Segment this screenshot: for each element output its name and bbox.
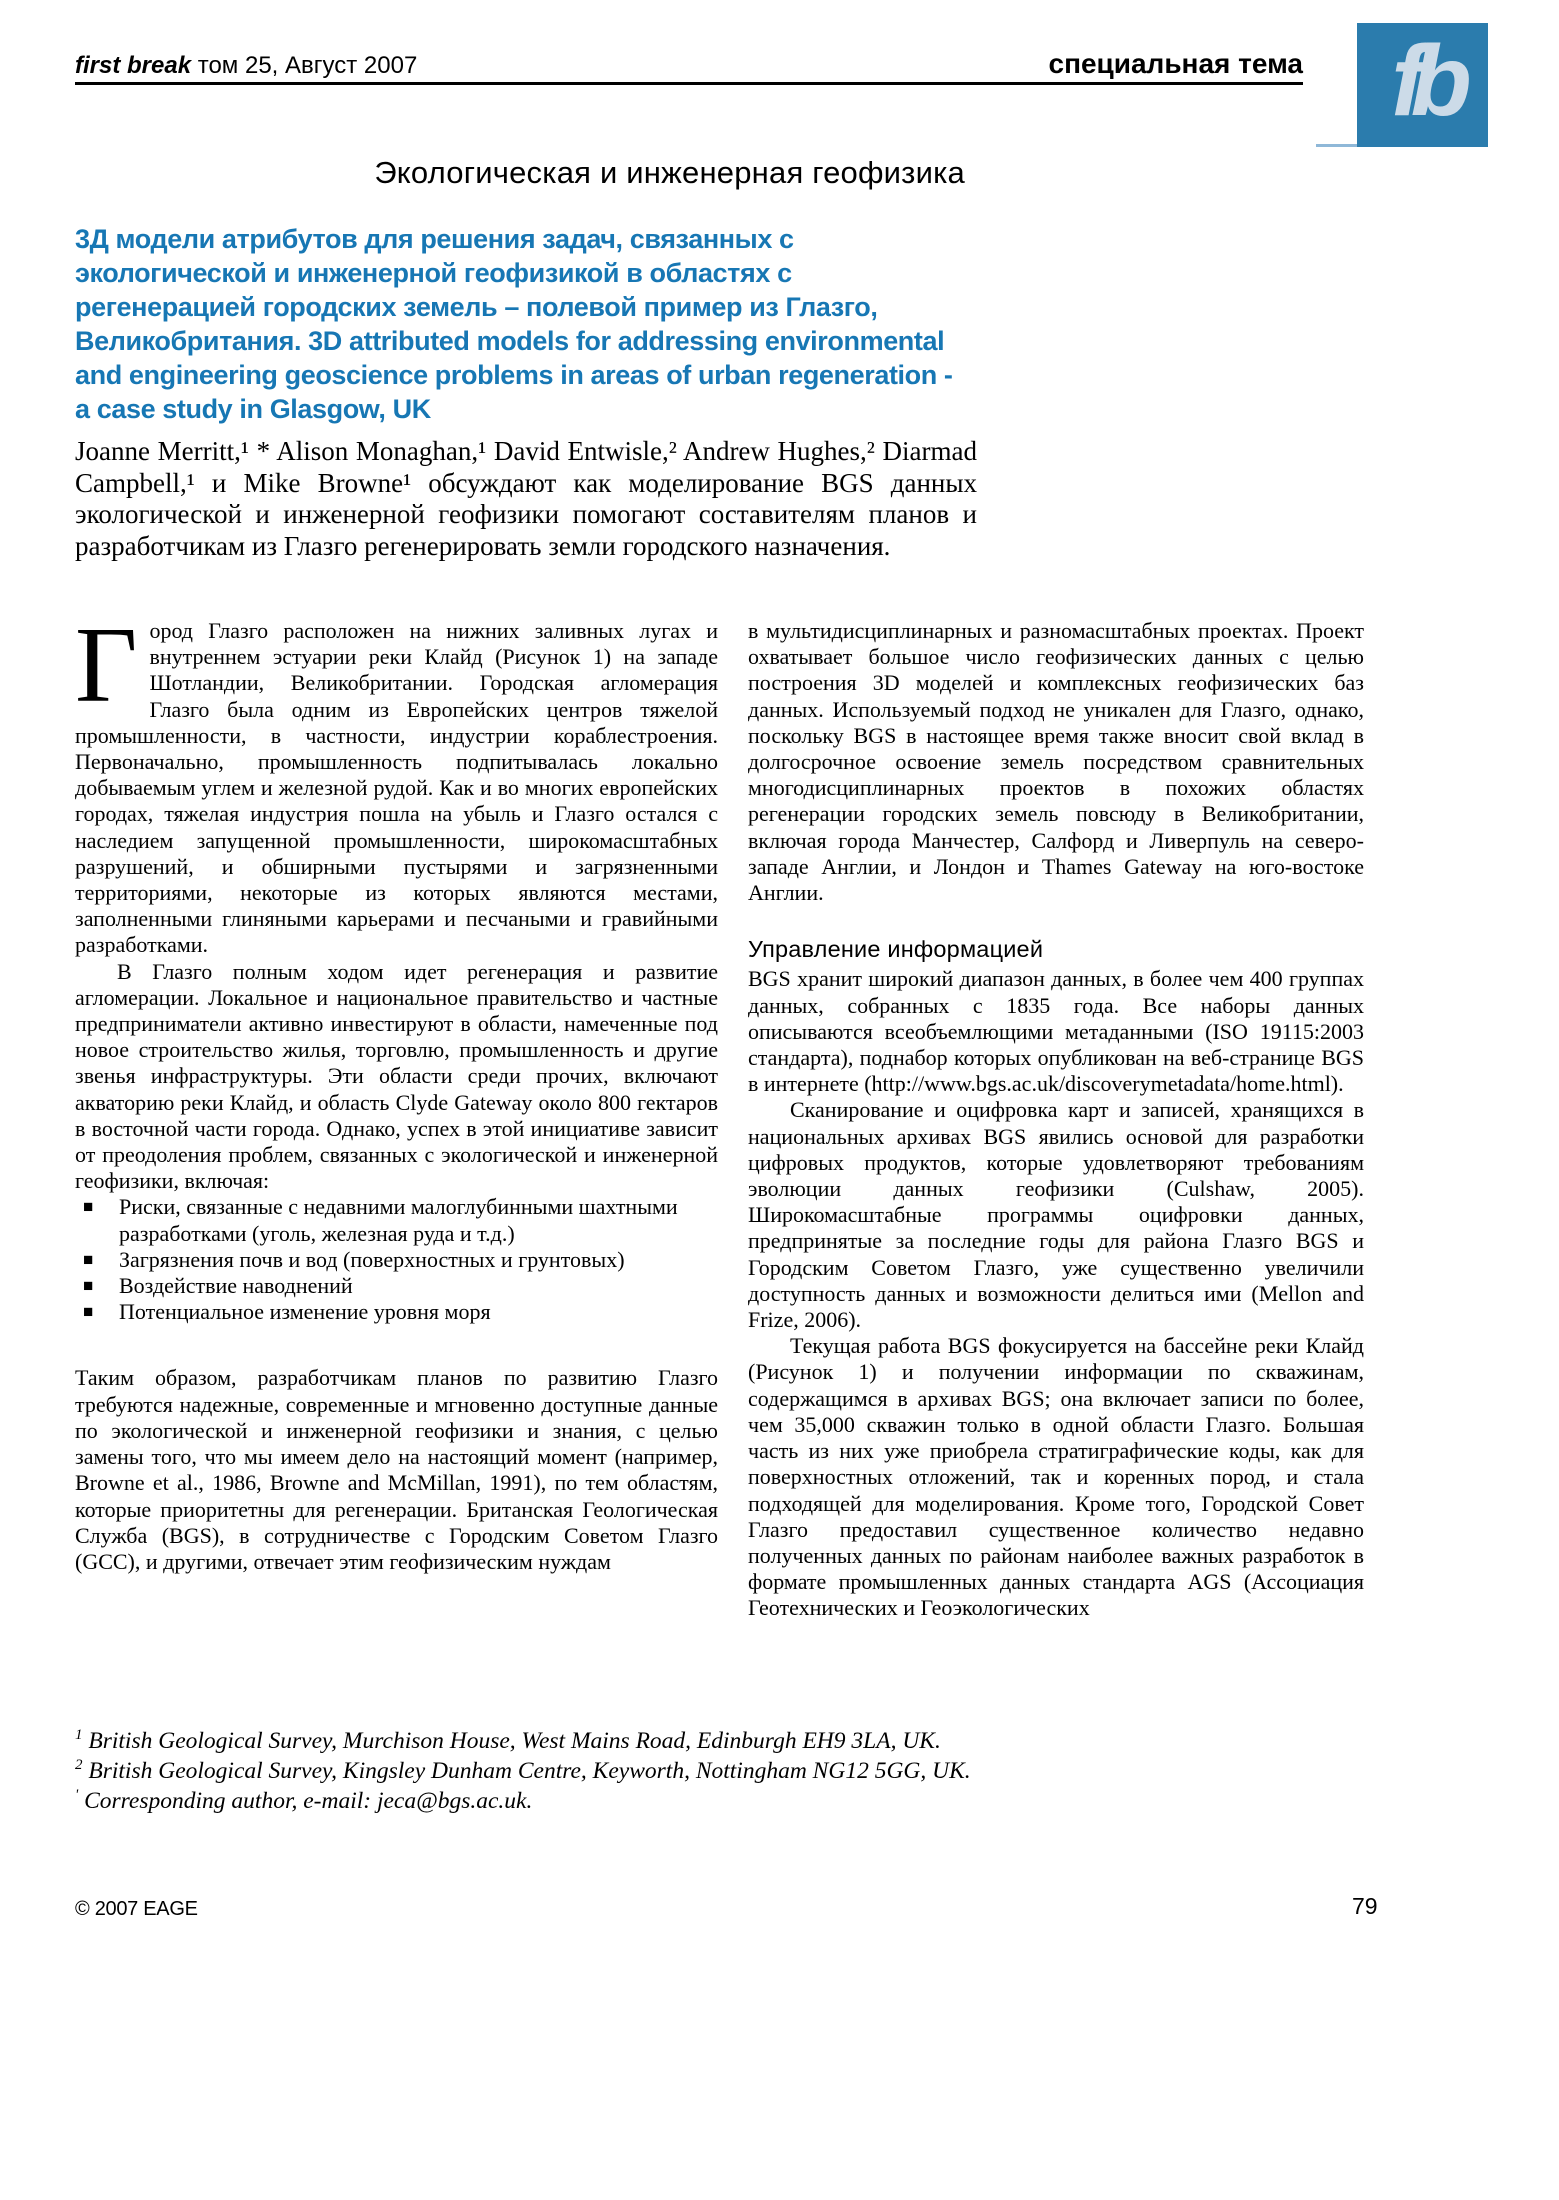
- footnote-marker: ': [75, 1787, 79, 1804]
- footnote-marker: 1: [75, 1727, 83, 1744]
- dropcap-letter: Г: [75, 606, 138, 725]
- journal-issue: том 25, Август 2007: [191, 52, 418, 79]
- firstbreak-logo: [1357, 23, 1488, 147]
- page-number: 79: [1352, 1893, 1378, 1919]
- footnote-affiliation-1: [75, 1726, 1075, 1756]
- square-bullet-icon: ■: [83, 1302, 94, 1322]
- issues-bullet-list: [75, 1194, 718, 1325]
- information-management-heading: Управление информацией: [748, 936, 1044, 963]
- footnotes-block: [75, 1726, 1075, 1816]
- footnote-text: British Geological Survey, Kingsley Dunham Centre, Keyworth, Nottingham NG12 5GG, UK.: [82, 1758, 971, 1784]
- special-topic-title: Экологическая и инженерная геофизика: [374, 155, 965, 190]
- list-item-text: Риски, связанные с недавними малоглубинными шахтными разработками (уголь, железная руда и т.д.): [119, 1194, 678, 1246]
- list-item-text: Воздействие наводнений: [119, 1273, 353, 1299]
- square-bullet-icon: ■: [83, 1197, 94, 1217]
- journal-title: first break: [75, 52, 192, 79]
- list-item-text: Загрязнения почв и вод (поверхностных и грунтовых): [119, 1246, 625, 1272]
- paragraph-digitisation: Сканирование и оцифровка карт и записей, хранящихся в национальных архивах BGS явились основой для разработки цифровых продуктов, которые удовлетворяют требованиям эволюции данных геофизики (Culshaw, 2005). Широкомасштабные программы оцифровки данных, предпринятые за последние годы для района Глазго BGS и Городским Советом Глазго, уже существенно увеличили доступность данных и возможности делиться ими (Mellon and Frize, 2006).: [748, 1097, 1364, 1333]
- paragraph-projects: в мультидисциплинарных и разномасштабных проектах. Проект охватывает большое число геофизических данных с целью построения 3D моделей и комплексных геофизических баз данных. Используемый подход не уникален для Глазго, однако, поскольку BGS в настоящее время также вносит свой вклад в долгосрочное освоение земель посредством сравнительных многодисциплинарных проектов в похожих областях регенерации городских земель повсюду в Великобритании, включая города Манчестер, Салфорд и Ливерпуль на северо-западе Англии, и Лондон и Thames Gateway на юго-востоке Англии.: [748, 618, 1364, 906]
- page-header: [75, 42, 1303, 85]
- paragraph-current-work: Текущая работа BGS фокусируется на бассейне реки Клайд (Рисунок 1) и получении информации по скважинам, содержащимся в архивах BGS; она включает записи по более, чем 35,000 скважин только в одной области Глазго. Большая часть из них уже приобрела стратиграфические коды, как для поверхностных отложений, так и коренных пород, и стала подходящей для моделирования. Кроме того, Городской Совет Глазго предоставил существенное количество недавно полученных данных по районам наиболее важных разработок в формате промышленных данных стандарта AGS (Ассоциация Геотехнических и Геоэкологических: [748, 1333, 1364, 1621]
- footnote-text: British Geological Survey, Murchison House, West Mains Road, Edinburgh EH9 3LA, UK.: [82, 1728, 941, 1754]
- body-right-column: [748, 618, 1364, 1622]
- logo-underline-rule: [1316, 144, 1357, 147]
- paragraph-regeneration: В Глазго полным ходом идет регенерация и развитие агломерации. Локальное и национальное правительство и частные предприниматели активно инвестируют в области, намеченные под новое строительство жилья, торговлю, промышленность и другие звенья инфраструктуры. Эти области среди прочих, включают акваторию реки Клайд, и область Clyde Gateway около 800 гектаров в восточной части города. Однако, успех в этой инициативе зависит от преодоления проблем, связанных с экологической и инженерной геофизики, включая:: [75, 958, 718, 1194]
- section-label: специальная тема: [1048, 48, 1303, 79]
- paragraph-planners: Таким образом, разработчикам планов по развитию Глазго требуются надежные, современные и мгновенно доступные данные по экологической и инженерной геофизики и знания, с целью замены того, что мы имеем дело на настоящий момент (например, Browne et al., 1986, Browne and McMillan, 1991), по тем областям, которые приоритетны для регенерации. Британская Геологическая Служба (BGS), в сотрудничестве с Городским Советом Глазго (GCC), и другими, отвечает этим геофизическим нуждам: [75, 1365, 718, 1574]
- article-title: 3Д модели атрибутов для решения задач, связанных с экологической и инженерной геофизикой в областях с регенерацией городских земель – полевой пример из Глазго, Великобритания. 3D attributed models for addressing environmental and engineering geoscience problems in areas of urban regeneration - a case study in Glasgow, UK: [75, 224, 953, 424]
- square-bullet-icon: ■: [83, 1276, 94, 1296]
- footnote-text: Corresponding author, e-mail: jeca@bgs.ac.uk.: [78, 1788, 533, 1814]
- list-item: [75, 1247, 718, 1273]
- copyright-notice: © 2007 EAGE: [75, 1898, 198, 1920]
- fb-logo-icon: fb: [1391, 24, 1458, 137]
- list-item: [75, 1194, 718, 1246]
- body-left-column: [75, 606, 718, 1575]
- footnote-corresponding-author: [75, 1786, 1075, 1816]
- authors-paragraph: Joanne Merritt,¹ * Alison Monaghan,¹ David Entwisle,² Andrew Hughes,² Diarmad Campbell,¹ и Mike Browne¹ обсуждают как моделирование BGS данных экологической и инженерной геофизики помогают составителям планов и разработчикам из Глазго регенерировать земли городского назначения.: [75, 436, 977, 561]
- list-item: [75, 1273, 718, 1299]
- paragraph-intro: [75, 606, 718, 959]
- list-item-text: Потенциальное изменение уровня моря: [119, 1299, 491, 1325]
- journal-reference: [75, 52, 417, 82]
- footnote-marker: 2: [75, 1757, 83, 1774]
- square-bullet-icon: ■: [83, 1249, 94, 1269]
- paragraph-datasets: BGS хранит широкий диапазон данных, в более чем 400 группах данных, собранных с 1835 года. Все наборы данных описываются всеобъемлющими метаданными (ISO 19115:2003 стандарта), поднабор которых опубликован на веб-странице BGS в интернете (http://www.bgs.ac.uk/discoverymetadata/home.html).: [748, 966, 1364, 1097]
- footnote-affiliation-2: [75, 1756, 1075, 1786]
- list-item: [75, 1299, 718, 1325]
- paragraph-intro-text: ород Глазго расположен на нижних заливных лугах и внутреннем эстуарии реки Клайд (Рисунок 1) на западе Шотландии, Великобритании. Городская агломерация Глазго была одним из Европейских центров тяжелой промышленности, в частности, индустрии кораблестроения. Первоначально, промышленность подпитывалась локально добываемым углем и железной рудой. Как и во многих европейских городах, тяжелая индустрия пошла на убыль и Глазго остался с наследием запущенной промышленности, широкомасштабных разрушений, и обширными пустырями и загрязненными территориями, некоторые из которых являются местами, заполненными глиняными карьерами и песчаными и гравийными разработками.: [75, 618, 718, 958]
